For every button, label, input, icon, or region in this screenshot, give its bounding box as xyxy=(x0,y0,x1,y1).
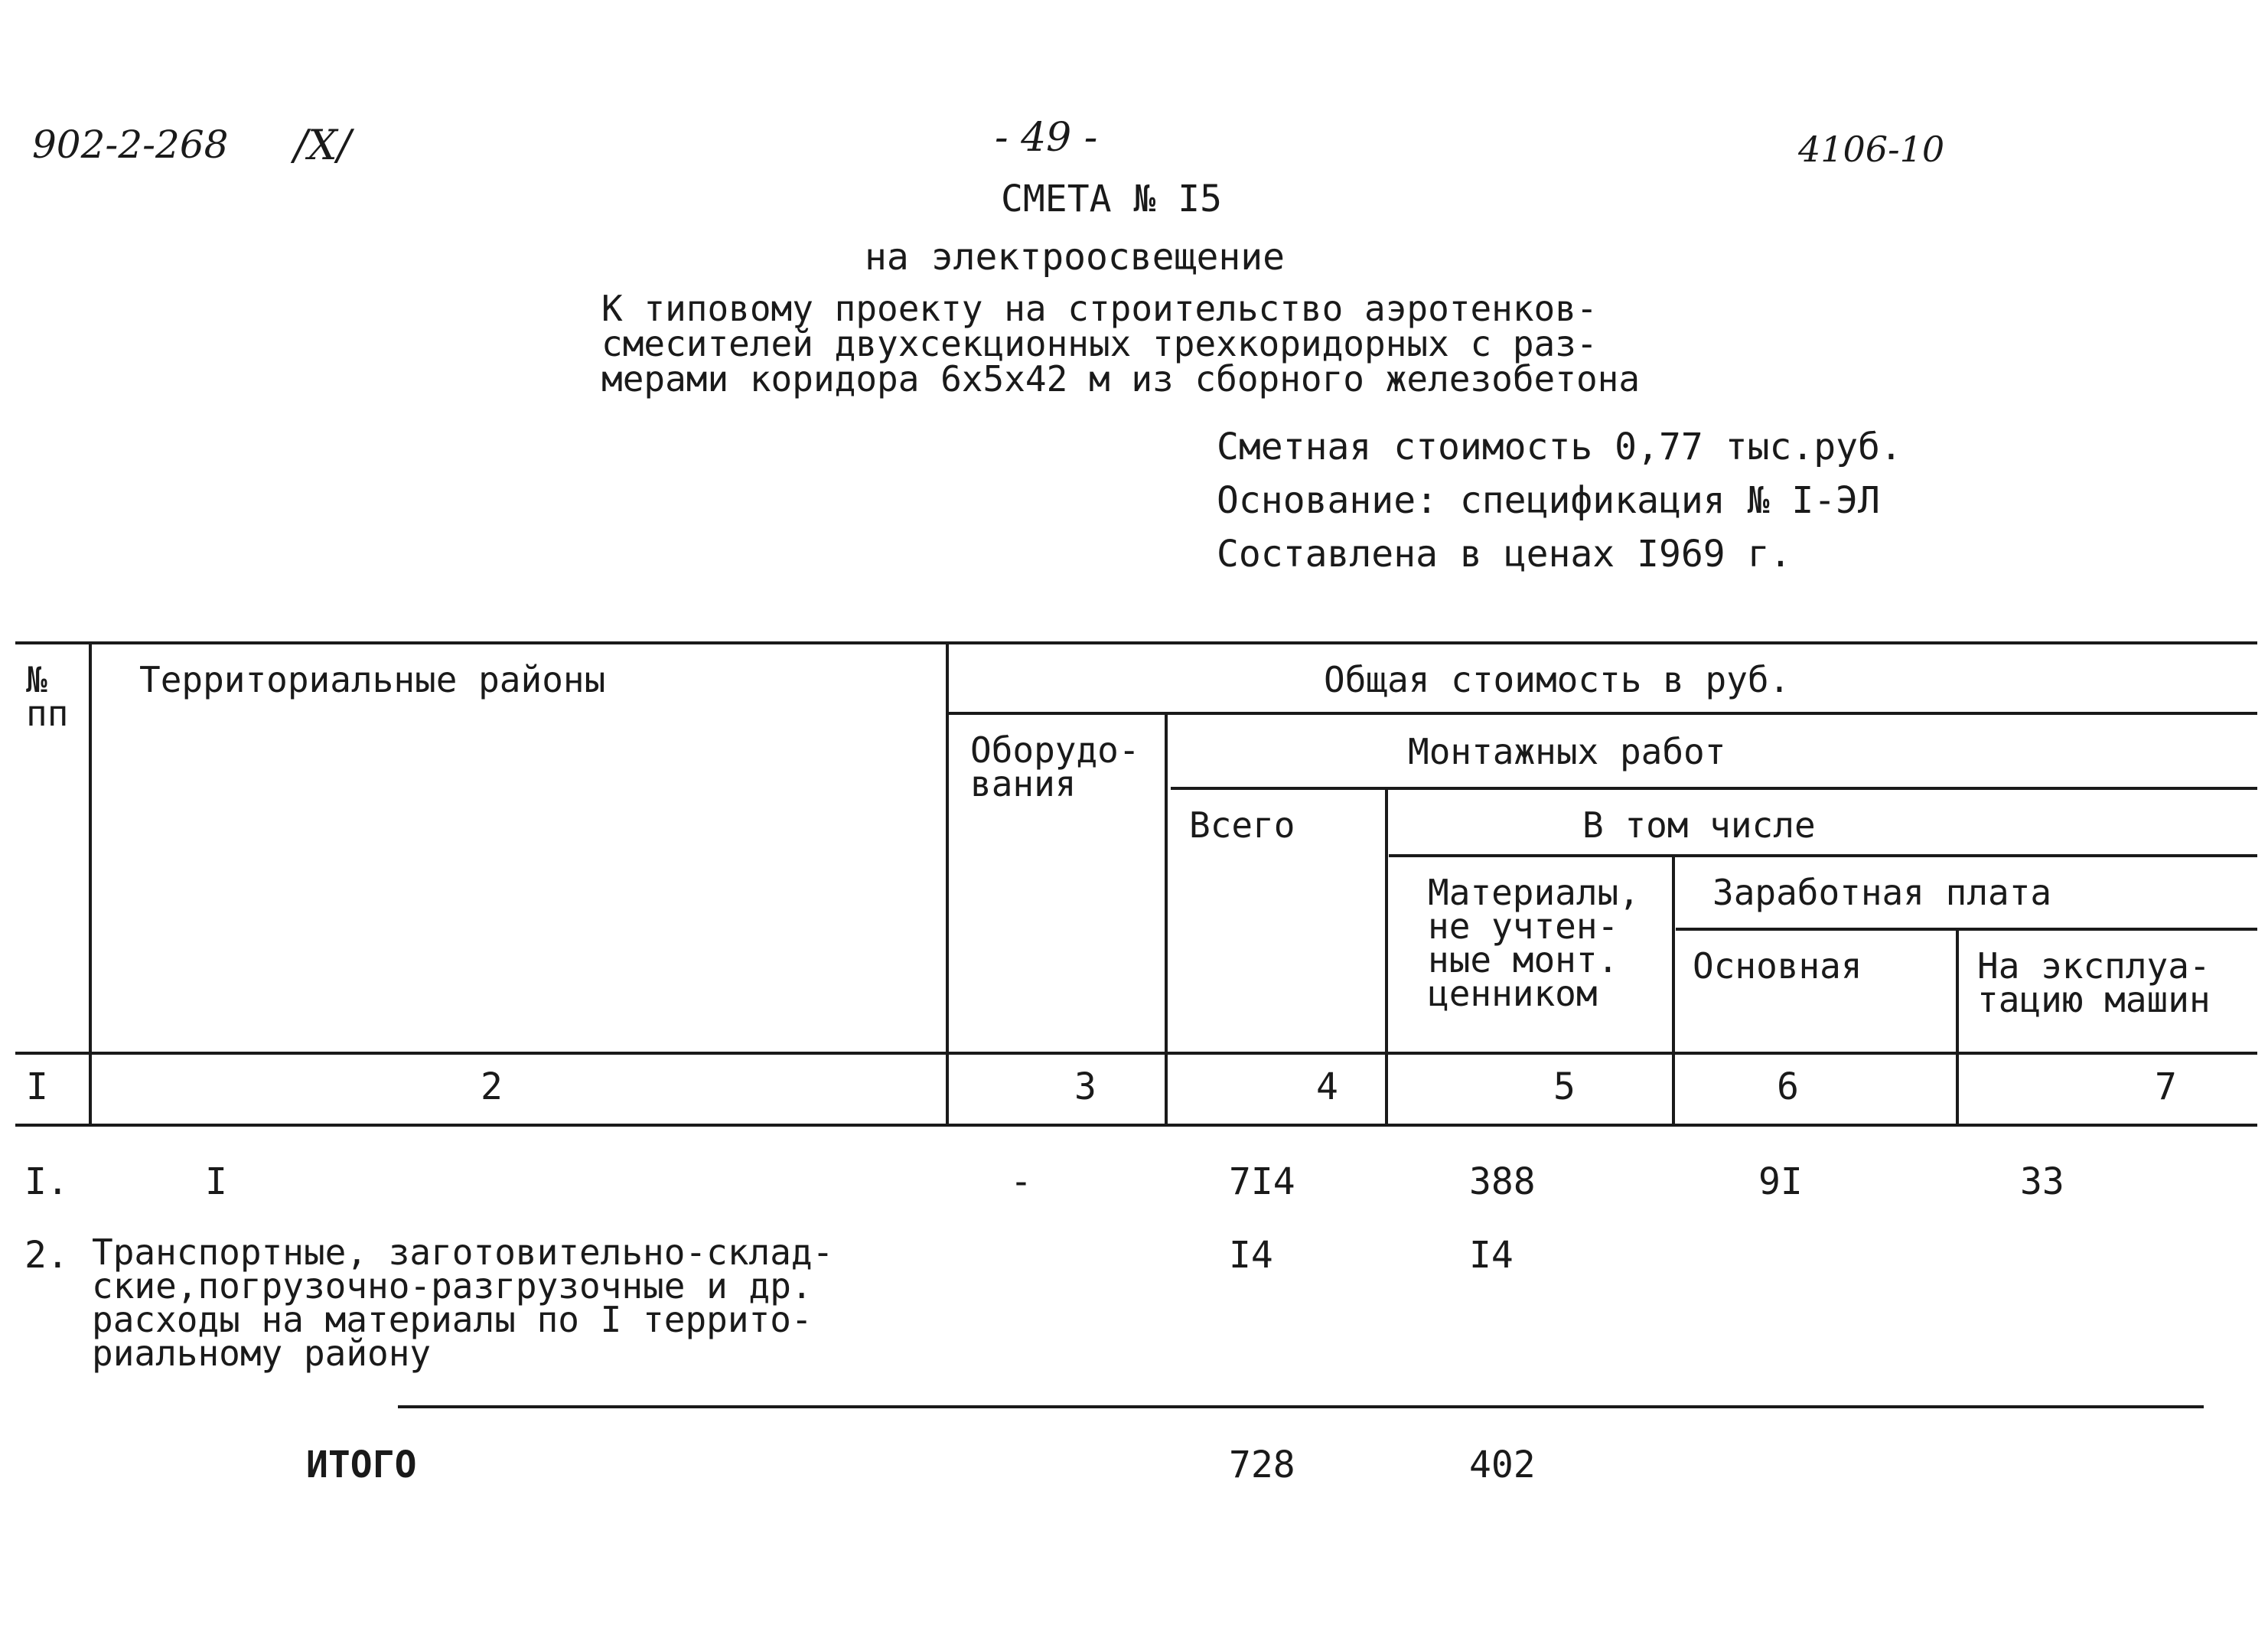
column-number: 7 xyxy=(2155,1065,2177,1108)
row-number: I. xyxy=(24,1160,69,1203)
estimate-basis: Основание: спецификация № I-ЭЛ xyxy=(1217,479,1880,522)
column-number: 3 xyxy=(1074,1065,1097,1108)
row-region: Транспортные, заготовительно-склад- ские,погрузочно-разгрузочные и др. расходы на материалы по I террито- риальному району xyxy=(92,1232,834,1374)
table-col-divider xyxy=(1165,713,1168,1127)
row-equipment: - xyxy=(1010,1160,1032,1203)
header-including: В том числе xyxy=(1582,804,1816,846)
table-col-divider xyxy=(1385,787,1388,1127)
estimated-cost: Сметная стоимость 0,77 тыс.руб. xyxy=(1217,426,1902,468)
column-number: 4 xyxy=(1316,1065,1338,1108)
header-salary: Заработная плата xyxy=(1712,872,2052,913)
table-col-divider xyxy=(1672,854,1675,1127)
row-number: 2. xyxy=(24,1234,69,1277)
header-equipment: Оборудо- вания xyxy=(970,729,1140,804)
table-col-divider xyxy=(946,641,949,1127)
row-all: I4 xyxy=(1229,1234,1273,1277)
table-rule xyxy=(1389,854,2257,857)
header-num: № пп xyxy=(26,659,69,734)
column-number: 6 xyxy=(1777,1065,1799,1108)
project-description: К типовому проекту на строительство аэротенков- смесителей двухсекционных трехкоридорных с раз- мерами коридора 6х5х42 м из сборного железобетона xyxy=(601,288,1641,400)
table-rule xyxy=(949,712,2257,715)
document-code: 902-2-268 xyxy=(32,122,229,167)
table-header-bottom xyxy=(15,1052,2257,1055)
estimate-subtitle: на электроосвещение xyxy=(865,236,1286,279)
total-materials: 402 xyxy=(1469,1444,1536,1486)
table-rule xyxy=(1171,787,2257,790)
estimate-title: СМЕТА № I5 xyxy=(1001,178,1222,220)
row-basic: 9I xyxy=(1758,1160,1803,1203)
document-mark: /X/ xyxy=(294,121,351,169)
page-number: - 49 - xyxy=(995,115,1098,161)
table-top-border xyxy=(15,641,2257,644)
row-materials: 388 xyxy=(1469,1160,1536,1203)
header-materials: Материалы, не учтен- ные монт. ценником xyxy=(1428,872,1640,1014)
header-machines: На эксплуа- тацию машин xyxy=(1977,945,2211,1020)
header-basic: Основная xyxy=(1693,945,1862,987)
row-region: I xyxy=(205,1160,227,1203)
total-all: 728 xyxy=(1229,1444,1295,1486)
table-col-divider xyxy=(1956,928,1959,1127)
document-reference: 4106-10 xyxy=(1798,129,1945,170)
row-materials: I4 xyxy=(1469,1234,1514,1277)
row-machines: 33 xyxy=(2020,1160,2064,1203)
table-col-divider xyxy=(89,641,92,1127)
total-label: ИТОГО xyxy=(306,1444,417,1486)
column-number: 2 xyxy=(481,1065,503,1108)
total-separator xyxy=(398,1405,2204,1408)
header-regions: Территориальные районы xyxy=(139,659,606,700)
row-all: 7I4 xyxy=(1229,1160,1295,1203)
column-number: 5 xyxy=(1553,1065,1576,1108)
header-installation: Монтажных работ xyxy=(1408,731,1726,772)
header-all: Всего xyxy=(1189,804,1295,846)
column-number: I xyxy=(26,1065,48,1108)
price-year: Составлена в ценах I969 г. xyxy=(1217,533,1792,576)
table-colnum-bottom xyxy=(15,1124,2257,1127)
header-total-cost: Общая стоимость в руб. xyxy=(1324,659,1791,700)
table-rule xyxy=(1676,928,2257,931)
